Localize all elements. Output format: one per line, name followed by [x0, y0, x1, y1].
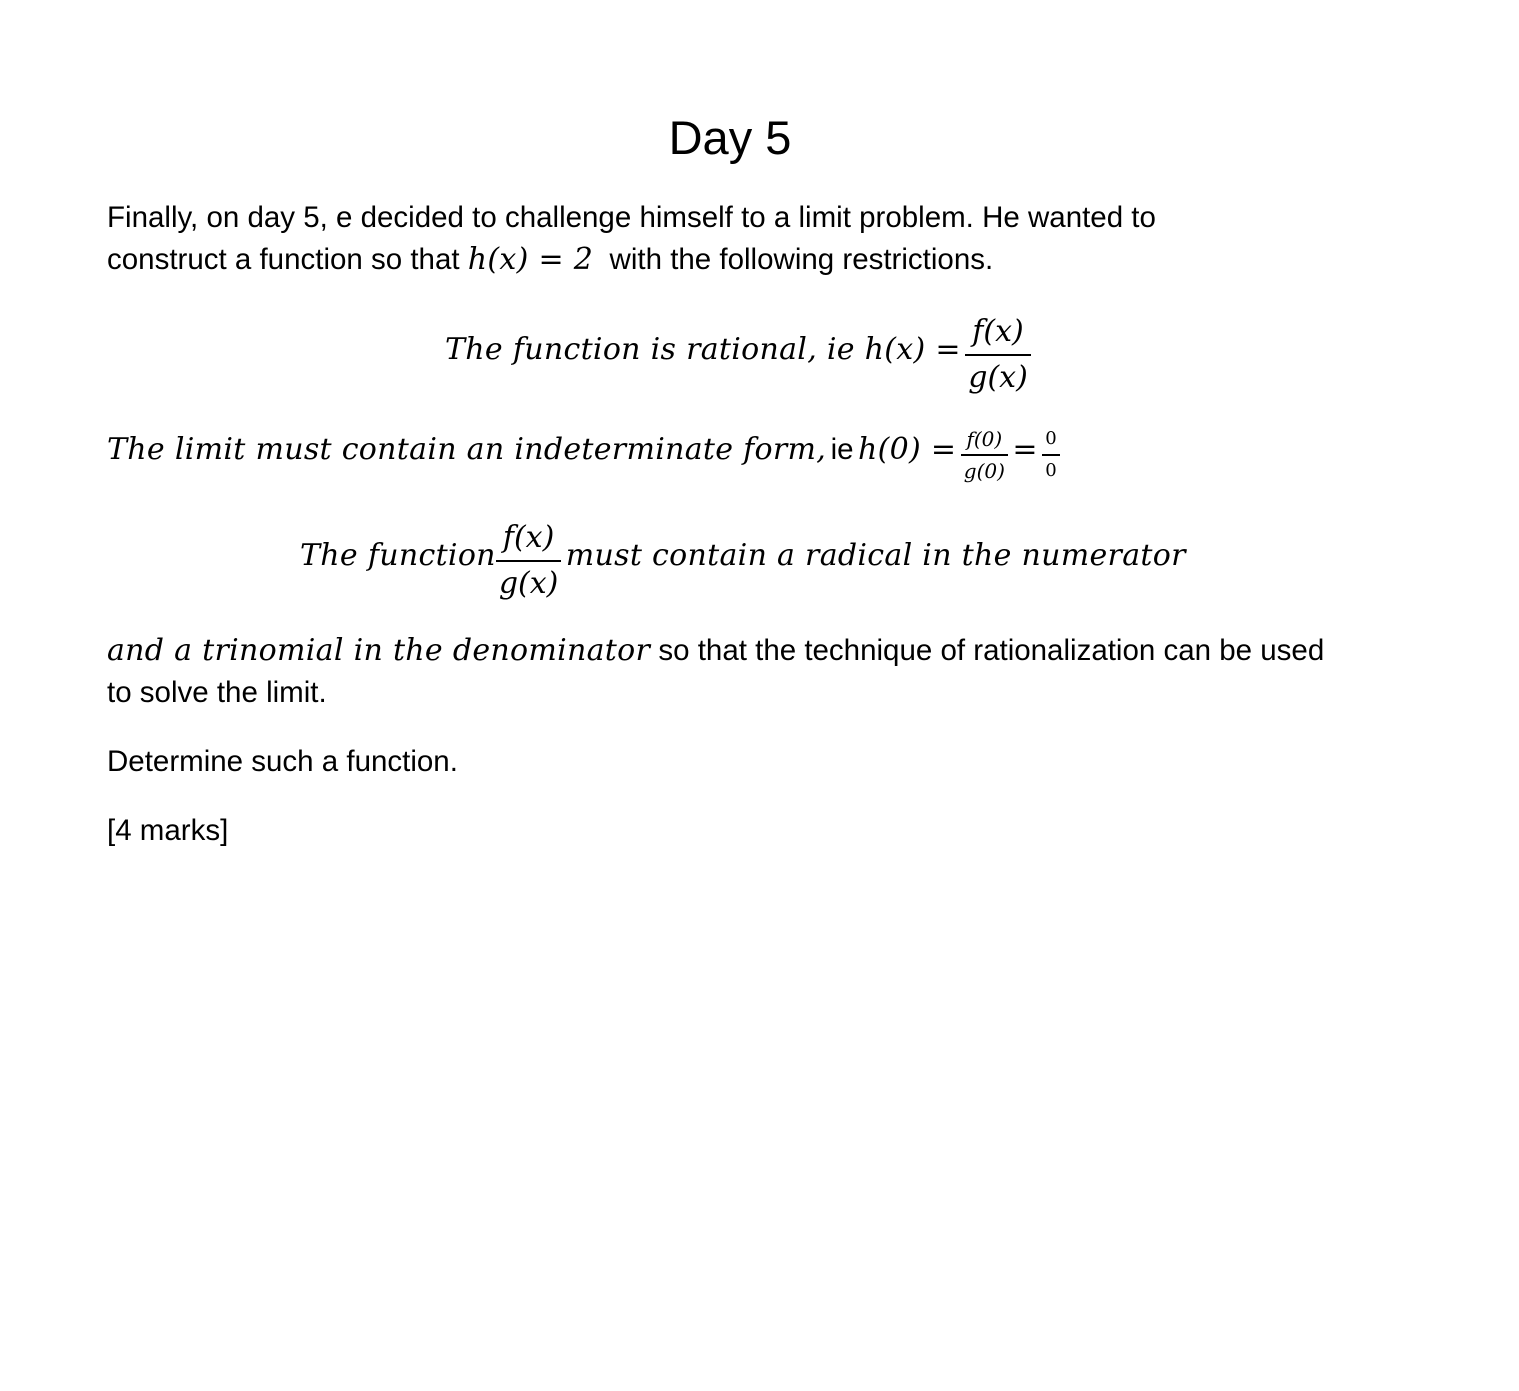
numerator-f-0: f(0)	[966, 427, 1003, 451]
numerator-f-x-2: f(x)	[502, 520, 555, 555]
restriction-radical	[300, 516, 1186, 606]
intro-line-2-tail: with the following restrictions.	[609, 243, 994, 276]
numerator-f-x: f(x)	[972, 314, 1024, 349]
continuation-line-1	[107, 630, 1324, 672]
h-of-zero: h(0) =	[858, 432, 957, 468]
fraction-zero-over-zero	[1042, 424, 1059, 486]
trinomial-text: and a trinomial in the denominator	[107, 633, 651, 668]
marks-label: [4 marks]	[107, 814, 229, 847]
h-equals-2-formula: h(x) = 2	[467, 242, 594, 277]
continuation-line-2: to solve the limit.	[107, 676, 327, 709]
restriction-rational	[445, 310, 1031, 400]
denominator-g-x-2: g(x)	[498, 566, 559, 601]
intro-paragraph	[107, 197, 1156, 281]
denominator-g-x: g(x)	[968, 360, 1028, 395]
denominator-g-0: g(0)	[963, 459, 1005, 483]
restriction-rational-text: The function is rational, ie h(x) =	[445, 332, 961, 368]
fraction-f-over-g	[965, 310, 1031, 400]
intro-line-2-text: construct a function so that	[107, 243, 468, 276]
intro-line-1: Finally, on day 5, e decided to challenge himself to a limit problem. He wanted to	[107, 201, 1156, 234]
restriction-radical-tail: must contain a radical in the numerator	[565, 538, 1186, 574]
numerator-zero: 0	[1045, 428, 1057, 449]
fraction-f0-over-g0	[961, 424, 1008, 486]
restriction-indeterminate	[107, 424, 1060, 486]
fraction-f-over-g-2	[496, 516, 562, 606]
intro-line-2	[107, 239, 1156, 281]
task-text: Determine such a function.	[107, 745, 458, 778]
page-title: Day 5	[668, 111, 792, 164]
equals-sign: =	[1012, 432, 1038, 468]
rationalization-text: so that the technique of rationalization can be used	[658, 634, 1325, 667]
restriction-radical-text: The function	[300, 538, 496, 574]
ie-label: ie	[830, 433, 854, 467]
denominator-zero: 0	[1045, 460, 1057, 481]
restriction-indeterminate-text: The limit must contain an indeterminate form,	[107, 432, 827, 468]
restriction-continuation	[107, 630, 1324, 714]
